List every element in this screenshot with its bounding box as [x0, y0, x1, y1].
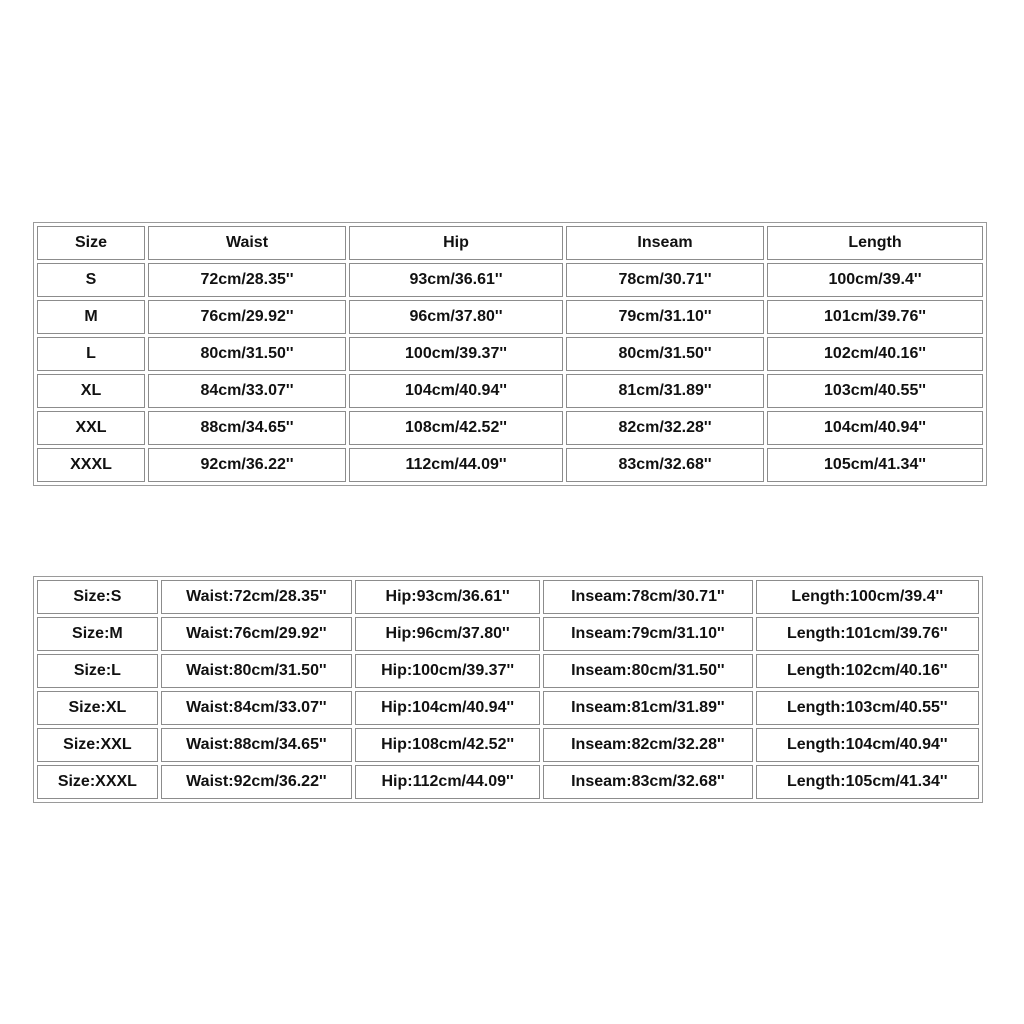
cell-inseam: Inseam:81cm/31.89''	[543, 691, 752, 725]
cell-inseam: Inseam:79cm/31.10''	[543, 617, 752, 651]
table-row	[37, 374, 983, 408]
cell-hip: Hip:100cm/39.37''	[355, 654, 540, 688]
cell-waist: 72cm/28.35''	[148, 263, 346, 297]
cell-length: 103cm/40.55''	[767, 374, 983, 408]
cell-length: 100cm/39.4''	[767, 263, 983, 297]
cell-size: Size:L	[37, 654, 158, 688]
header-cell-inseam: Inseam	[566, 226, 764, 260]
table-row	[37, 765, 979, 799]
cell-length: Length:100cm/39.4''	[756, 580, 979, 614]
cell-size: M	[37, 300, 145, 334]
cell-size: Size:M	[37, 617, 158, 651]
cell-size: Size:XXXL	[37, 765, 158, 799]
table-row	[37, 691, 979, 725]
cell-waist: 88cm/34.65''	[148, 411, 346, 445]
header-cell-length: Length	[767, 226, 983, 260]
cell-inseam: 83cm/32.68''	[566, 448, 764, 482]
cell-size: Size:S	[37, 580, 158, 614]
cell-length: Length:101cm/39.76''	[756, 617, 979, 651]
cell-hip: Hip:93cm/36.61''	[355, 580, 540, 614]
cell-hip: 100cm/39.37''	[349, 337, 563, 371]
table-row	[37, 728, 979, 762]
cell-inseam: 81cm/31.89''	[566, 374, 764, 408]
cell-inseam: 80cm/31.50''	[566, 337, 764, 371]
table-row	[37, 337, 983, 371]
cell-size: XXXL	[37, 448, 145, 482]
cell-waist: Waist:84cm/33.07''	[161, 691, 352, 725]
header-cell-hip: Hip	[349, 226, 563, 260]
cell-hip: Hip:96cm/37.80''	[355, 617, 540, 651]
cell-length: 101cm/39.76''	[767, 300, 983, 334]
cell-length: 104cm/40.94''	[767, 411, 983, 445]
header-cell-waist: Waist	[148, 226, 346, 260]
cell-hip: Hip:104cm/40.94''	[355, 691, 540, 725]
cell-length: Length:103cm/40.55''	[756, 691, 979, 725]
cell-waist: 84cm/33.07''	[148, 374, 346, 408]
table-row	[37, 617, 979, 651]
cell-length: 105cm/41.34''	[767, 448, 983, 482]
cell-hip: 93cm/36.61''	[349, 263, 563, 297]
cell-waist: Waist:76cm/29.92''	[161, 617, 352, 651]
cell-inseam: Inseam:78cm/30.71''	[543, 580, 752, 614]
cell-inseam: 79cm/31.10''	[566, 300, 764, 334]
cell-size: XL	[37, 374, 145, 408]
header-cell-size: Size	[37, 226, 145, 260]
cell-hip: 104cm/40.94''	[349, 374, 563, 408]
cell-size: L	[37, 337, 145, 371]
cell-inseam: Inseam:83cm/32.68''	[543, 765, 752, 799]
table-row	[37, 580, 979, 614]
cell-hip: 108cm/42.52''	[349, 411, 563, 445]
cell-inseam: Inseam:80cm/31.50''	[543, 654, 752, 688]
cell-length: Length:105cm/41.34''	[756, 765, 979, 799]
cell-size: XXL	[37, 411, 145, 445]
cell-waist: Waist:72cm/28.35''	[161, 580, 352, 614]
cell-length: 102cm/40.16''	[767, 337, 983, 371]
size-chart-table-labeled	[33, 576, 983, 803]
cell-waist: Waist:80cm/31.50''	[161, 654, 352, 688]
table-row	[37, 300, 983, 334]
size-chart-table-columns	[33, 222, 987, 486]
cell-waist: Waist:92cm/36.22''	[161, 765, 352, 799]
cell-inseam: Inseam:82cm/32.28''	[543, 728, 752, 762]
cell-waist: Waist:88cm/34.65''	[161, 728, 352, 762]
cell-hip: Hip:112cm/44.09''	[355, 765, 540, 799]
cell-waist: 80cm/31.50''	[148, 337, 346, 371]
cell-waist: 76cm/29.92''	[148, 300, 346, 334]
cell-inseam: 78cm/30.71''	[566, 263, 764, 297]
table-row	[37, 448, 983, 482]
table-row	[37, 654, 979, 688]
cell-size: Size:XL	[37, 691, 158, 725]
cell-hip: 112cm/44.09''	[349, 448, 563, 482]
table-row	[37, 411, 983, 445]
table-header-row	[37, 226, 983, 260]
cell-hip: Hip:108cm/42.52''	[355, 728, 540, 762]
cell-inseam: 82cm/32.28''	[566, 411, 764, 445]
cell-length: Length:104cm/40.94''	[756, 728, 979, 762]
cell-length: Length:102cm/40.16''	[756, 654, 979, 688]
cell-size: Size:XXL	[37, 728, 158, 762]
cell-waist: 92cm/36.22''	[148, 448, 346, 482]
cell-size: S	[37, 263, 145, 297]
cell-hip: 96cm/37.80''	[349, 300, 563, 334]
table-row	[37, 263, 983, 297]
